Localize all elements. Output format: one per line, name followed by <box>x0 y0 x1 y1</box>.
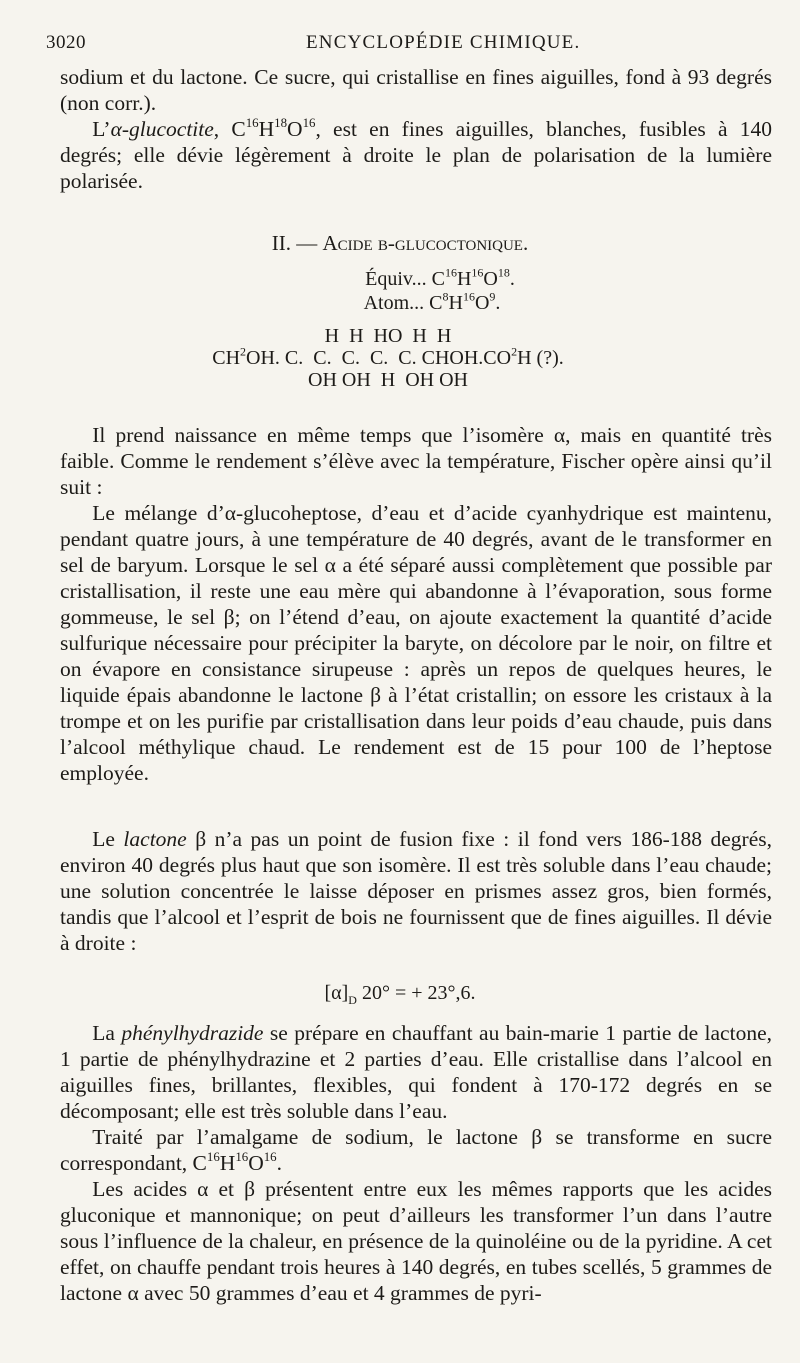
formula-superscript: 16 <box>235 1149 249 1164</box>
formula-part: O <box>483 268 498 290</box>
page-header <box>46 32 760 60</box>
paragraph-acids: Les acides α et β présentent entre eux les mêmes rapports que les acides gluconique et mannonique; on peut d’ailleurs les transformer l’un dans l’autre sous l’influence de la chaleur, en présence de la quinoléine ou de la pyridine. A cet effet, on chauffe pendant trois heures à 140 degrés, en tubes scellés, 5 grammes de lactone α avec 50 grammes d’eau et 4 grammes de pyri- <box>60 1177 772 1305</box>
paragraph-origin: Il prend naissance en même temps que l’isomère α, mais en quantité très faible. Comme le rendement s’élève avec la température, Fischer opère ainsi qu’il suit : <box>60 423 772 499</box>
formula-part: H (?). <box>517 347 564 369</box>
final-text-block <box>60 1020 772 1306</box>
text-rest: , est en fines aiguilles, blanches, fusibles à 140 degrés; elle dévie légèrement à droite le plan de polarisation de la lumière polarisée. <box>60 117 772 193</box>
formula-superscript: 16 <box>462 289 475 304</box>
structural-formula-bottom: OH OH H OH OH <box>308 369 468 391</box>
formula-part: OH. C. C. C. C. C. CHOH.CO <box>246 347 512 369</box>
formula-superscript: 16 <box>245 115 259 130</box>
page-number: 3020 <box>46 32 86 53</box>
term-glucoctite: α-glucoctite <box>110 117 214 141</box>
formula-atom <box>32 289 800 314</box>
formula-part: . <box>495 292 501 314</box>
main-text-block <box>60 422 772 786</box>
equation-part: 20° = + 23°,6. <box>356 982 476 1004</box>
section-title: Acide β-glucoctonique. <box>322 231 529 255</box>
equation-part: [α] <box>324 982 349 1004</box>
formula-superscript: 16 <box>302 115 316 130</box>
formula-part: C <box>429 292 443 314</box>
formula-superscript: 16 <box>206 1149 220 1164</box>
formula-superscript: 9 <box>489 289 496 304</box>
section-heading <box>0 232 800 254</box>
paragraph-lactone <box>60 826 772 956</box>
text-lead: La <box>92 1021 122 1045</box>
formula-part: H <box>219 1151 236 1175</box>
text-lead: L’ <box>92 117 111 141</box>
formula-part: O <box>287 117 303 141</box>
formula-superscript: 2 <box>240 344 247 359</box>
formula-equiv <box>40 265 800 290</box>
formula-superscript: 18 <box>497 265 510 280</box>
formula-superscript: 2 <box>511 344 518 359</box>
running-title: ENCYCLOPÉDIE CHIMIQUE. <box>306 32 581 53</box>
term-lactone: lactone <box>123 827 187 851</box>
term-phenylhydrazide: phénylhydrazide <box>121 1021 264 1045</box>
formula-superscript: 16 <box>471 265 484 280</box>
paragraph-glucoctite: L’α-glucoctite, $C^{16}H^{18}O^{16}$, est en fines aiguilles, blanches, fusibles à 140 degrés; elle dévie légèrement à droite le plan de polarisation de la lumière polarisée. <box>60 115 772 193</box>
formula-part: . <box>276 1151 282 1175</box>
formula-superscript: 16 <box>444 265 457 280</box>
text-rest: β n’a pas un point de fusion fixe : il fond vers 186-188 degrés, environ 40 degrés plus haut que son isomère. Il est très soluble dans l’eau chaude; une solution concentrée le laisse déposer en prismes assez gros, bien formés, tandis que l’alcool et l’esprit de bois ne fournissent que de fines aiguilles. Il dévie à droite : <box>60 827 772 955</box>
paragraph-reduction <box>60 1124 772 1176</box>
formula-part: CH <box>212 347 241 369</box>
equiv-label: Équiv... <box>365 268 427 290</box>
formula-part: H <box>456 268 472 290</box>
formula-part: H <box>258 117 275 141</box>
formula-superscript: 18 <box>274 115 288 130</box>
formula-part: O <box>248 1151 264 1175</box>
text-lead: Le <box>92 827 124 851</box>
text-rest: se prépare en chauffant au bain-marie 1 partie de lactone, 1 partie de phénylhydrazine et 2 parties d’eau. Elle cristallise dans l’alcool en aiguilles fines, brillantes, flexibles, qui fondent à 170-172 degrés en se décomposant; elle est très soluble dans l’eau. <box>60 1021 772 1123</box>
formula-part: O <box>474 292 490 314</box>
formula-superscript: 16 <box>263 1149 277 1164</box>
structural-formula-main <box>0 344 788 369</box>
paragraph-preparation: Le mélange d’α-glucoheptose, d’eau et d’acide cyanhydrique est maintenu, pendant quatre jours, à une température de 40 degrés, avant de le transformer en sel de baryum. Lorsque le sel α a été séparé aussi complètement que possible par cristallisation, il reste une eau mère qui abandonne à l’évaporation, sous forme gommeuse, le sel β; on l’étend d’eau, on ajoute exactement la quantité d’acide sulfurique nécessaire pour précipiter la baryte, on décolore par le noir, on filtre et on évapore en consistance sirupeuse : après un repos de quelques heures, le liquide épais abandonne le lactone β à l’état cristallin; on essore les cristaux à la trompe et on les purifie par cristallisation dans leur poids d’eau chaude, puis dans l’alcool méthylique chaud. Le rendement est de 15 pour 100 de l’heptose employée. <box>60 501 772 785</box>
rotation-equation <box>0 982 800 1008</box>
equation-subscript: D <box>348 993 357 1007</box>
formula-part: C <box>231 117 246 141</box>
formula-part: . <box>509 268 515 290</box>
paragraph-continued: sodium et du lactone. Ce sucre, qui cristallise en fines aiguilles, fond à 93 degrés (non corr.). <box>60 65 772 115</box>
atom-label: Atom... <box>363 292 425 314</box>
formula-part: C <box>431 268 445 290</box>
section-numeral: II. — <box>271 231 323 255</box>
intro-block <box>60 64 772 194</box>
paragraph-phenylhydrazide <box>60 1020 772 1124</box>
lactone-block <box>60 826 772 956</box>
text-part: Traité par l’amalgame de sodium, le lactone β se transforme en sucre correspondant, C <box>60 1125 772 1175</box>
structural-formula-top: H H HO H H <box>324 325 452 347</box>
formula-superscript: 8 <box>442 289 449 304</box>
structural-formula <box>0 325 788 391</box>
formula-part: H <box>448 292 463 314</box>
